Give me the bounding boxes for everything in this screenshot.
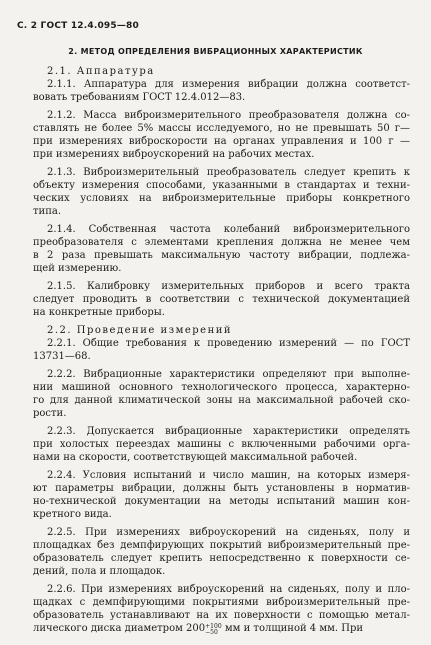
text-line: объекту измерения способами, указанными в стандартах и техни- (33, 180, 410, 191)
text-line: следует проводить в соответствии с технической документацией (33, 294, 410, 305)
text-line: кретного вида. (33, 509, 112, 520)
text-line: 2.2.5. При измерениях виброускорений на сиденьях, полу и (47, 527, 410, 538)
section-title: 2. МЕТОД ОПРЕДЕЛЕНИЯ ВИБРАЦИОННЫХ ХАРАКТЕРИСТИК (68, 47, 363, 56)
text-line: образователь следует крепить непосредственно к поверхности се- (33, 553, 410, 564)
text-line: ческих условиях на виброизмерительные приборы конкретного (33, 193, 410, 204)
text-line: 2.1.1. Аппаратура для измерения вибрации должна соответст- (47, 79, 410, 90)
text-line: 2.1.3. Виброизмерительный преобразователь следует крепить к (47, 167, 410, 178)
text-line: нии машиной основного технологического процесса, характерно- (33, 382, 410, 393)
text-line: площадках без демпфирующих покрытий виброизмерительный пре- (33, 540, 410, 551)
text-line: 13731—68. (33, 351, 91, 362)
text-line: 2.2.4. Условия испытаний и число машин, на которых измеря- (47, 470, 410, 481)
text-line: но-технической документации на методы испытаний машин кон- (33, 496, 410, 507)
text-line: при измерениях виброускорений на рабочих местах. (33, 149, 315, 160)
text-line-with-tolerance (33, 623, 410, 636)
text-line: при измерениях виброскорости на органах управления и 100 г — (33, 136, 410, 147)
page-header: С. 2 ГОСТ 12.4.095—80 (17, 21, 139, 31)
tolerance-fraction (205, 624, 221, 636)
text-line: рости. (33, 408, 67, 419)
text-line: образователь устанавливают на их поверхности с помощью метал- (33, 610, 410, 621)
text-line: нами на скорости, соответствующей максимальной рабочей. (33, 452, 358, 463)
text-line: 2.2.1. Общие требования к проведению измерений — по ГОСТ (47, 338, 410, 349)
text-line: 2.2.2. Вибрационные характеристики определяют при выполне- (47, 369, 410, 380)
text-fragment: лического диска диаметром 200 (33, 623, 206, 634)
text-line: 2.1.5. Калибровку измерительных приборов и всего тракта (47, 281, 410, 292)
text-line: при холостых переездах машины с включенными рабочими орга- (33, 439, 410, 450)
text-line: щей измерению. (33, 263, 122, 274)
text-line: дений, пола и площадок. (33, 566, 166, 577)
text-line: в 2 раза превышать максимальную частоту вибрации, подлежа- (33, 250, 410, 261)
text-line: преобразователя с элементами крепления должна не менее чем (33, 237, 410, 248)
text-line: вовать требованиям ГОСТ 12.4.012—83. (33, 92, 246, 103)
subsection-heading: 2.2. Проведение измерений (47, 325, 233, 336)
text-line: ют параметры вибрации, должны быть установлены в норматив- (33, 483, 410, 494)
text-line: 2.1.4. Собственная частота колебаний виброизмерительного (47, 224, 410, 235)
text-line: 2.2.3. Допускается вибрационные характеристики определять (47, 426, 410, 437)
text-line: на конкретные приборы. (33, 307, 165, 318)
text-line: типа. (33, 206, 62, 217)
tolerance-lower: −50 (205, 629, 218, 636)
text-line: го для данной климатической зоны на максимальной рабочей ско- (33, 395, 410, 406)
text-line: щадках с демпфирующими покрытиями виброизмерительный пре- (33, 597, 410, 608)
tolerance-upper: +100 (205, 623, 222, 630)
text-fragment: мм и толщиной 4 мм. При (224, 623, 364, 634)
subsection-heading: 2.1. Аппаратура (47, 66, 155, 77)
text-line: ставлять не более 5% массы исследуемого, но не превышать 50 г— (33, 123, 410, 134)
text-line: 2.2.6. При измерениях виброускорений на сиденьях, полу и пло- (47, 584, 410, 595)
text-line: 2.1.2. Масса виброизмерительного преобразователя должна со- (47, 110, 410, 121)
